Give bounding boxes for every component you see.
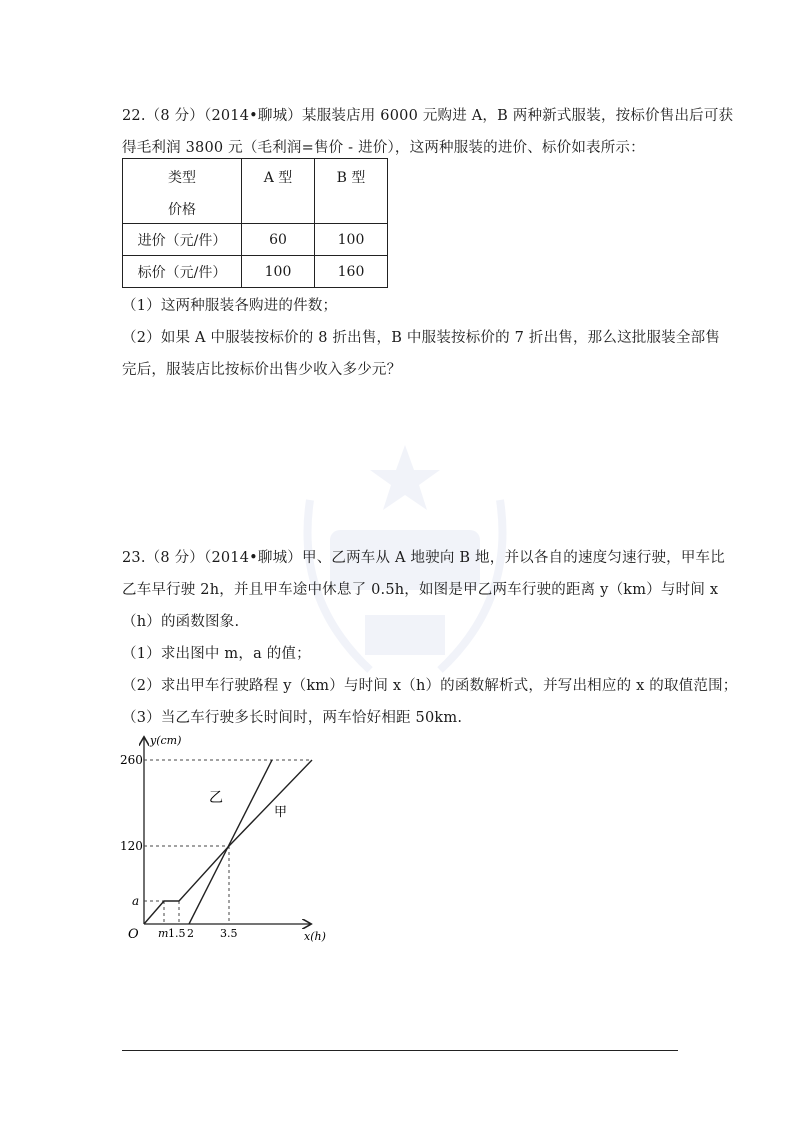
- origin-label: O: [128, 927, 139, 942]
- header-type-label: 类型: [168, 170, 196, 186]
- header-price-label: 价格: [168, 202, 196, 218]
- x-tick-label: m: [158, 927, 169, 940]
- line-yi: [189, 760, 272, 924]
- q23-line-3: （h）的函数图象.: [122, 614, 240, 630]
- y-axis-label: y(cm): [150, 734, 182, 747]
- header-col-b: B 型: [315, 159, 388, 224]
- q23-part-1: （1）求出图中 m，a 的值；: [122, 646, 311, 662]
- row-label: 标价（元/件）: [123, 256, 242, 288]
- cell-value: 100: [242, 256, 315, 288]
- line-jia-label: 甲: [274, 805, 288, 820]
- table-row: [123, 224, 388, 256]
- function-graph: [120, 728, 340, 948]
- q23-part-3: （3）当乙车行驶多长时间时，两车恰好相距 50km.: [122, 710, 463, 726]
- q22-line-2: 得毛利润 3800 元（毛利润=售价 - 进价），这两种服装的进价、标价如表所示：: [122, 140, 645, 156]
- table-row: [123, 256, 388, 288]
- q22-part-2-line-2: 完后，服装店比按标价出售少收入多少元？: [122, 362, 402, 378]
- cell-value: 60: [242, 224, 315, 256]
- q23-line-2: 乙车早行驶 2h，并且甲车途中休息了 0.5h，如图是甲乙两车行驶的距离 y（km）与时间 x: [122, 582, 719, 598]
- q22-part-1: （1）这两种服装各购进的件数；: [122, 298, 338, 314]
- x-axis-label: x(h): [304, 930, 326, 943]
- header-col-a: A 型: [242, 159, 315, 224]
- cell-value: 100: [315, 224, 388, 256]
- x-tick-label: 2: [187, 927, 194, 940]
- line-jia: [144, 760, 312, 924]
- y-tick-label: 120: [120, 839, 143, 853]
- y-tick-label: a: [132, 894, 140, 908]
- footer-rule: [122, 1050, 678, 1051]
- table-header-corner: [123, 159, 242, 224]
- q23-line-1: 23.（8 分）（2014•聊城）甲、乙两车从 A 地驶向 B 地，并以各自的速度匀速行驶，甲车比: [122, 550, 725, 566]
- row-label: 进价（元/件）: [123, 224, 242, 256]
- x-tick-label: 3.5: [220, 927, 238, 940]
- q22-part-2-line-1: （2）如果 A 中服装按标价的 8 折出售，B 中服装按标价的 7 折出售，那么这批服装全部售: [122, 330, 720, 346]
- cell-value: 160: [315, 256, 388, 288]
- line-yi-label: 乙: [209, 790, 223, 806]
- q22-line-1: 22.（8 分）（2014•聊城）某服装店用 6000 元购进 A，B 两种新式服装，按标价售出后可获: [122, 108, 734, 124]
- q23-part-2: （2）求出甲车行驶路程 y（km）与时间 x（h）的函数解析式，并写出相应的 x 的取值范围；: [122, 678, 738, 694]
- watermark-logo: [290, 440, 520, 700]
- price-table: [122, 158, 388, 288]
- y-tick-label: 260: [120, 753, 143, 767]
- x-tick-label: 1.5: [168, 927, 186, 940]
